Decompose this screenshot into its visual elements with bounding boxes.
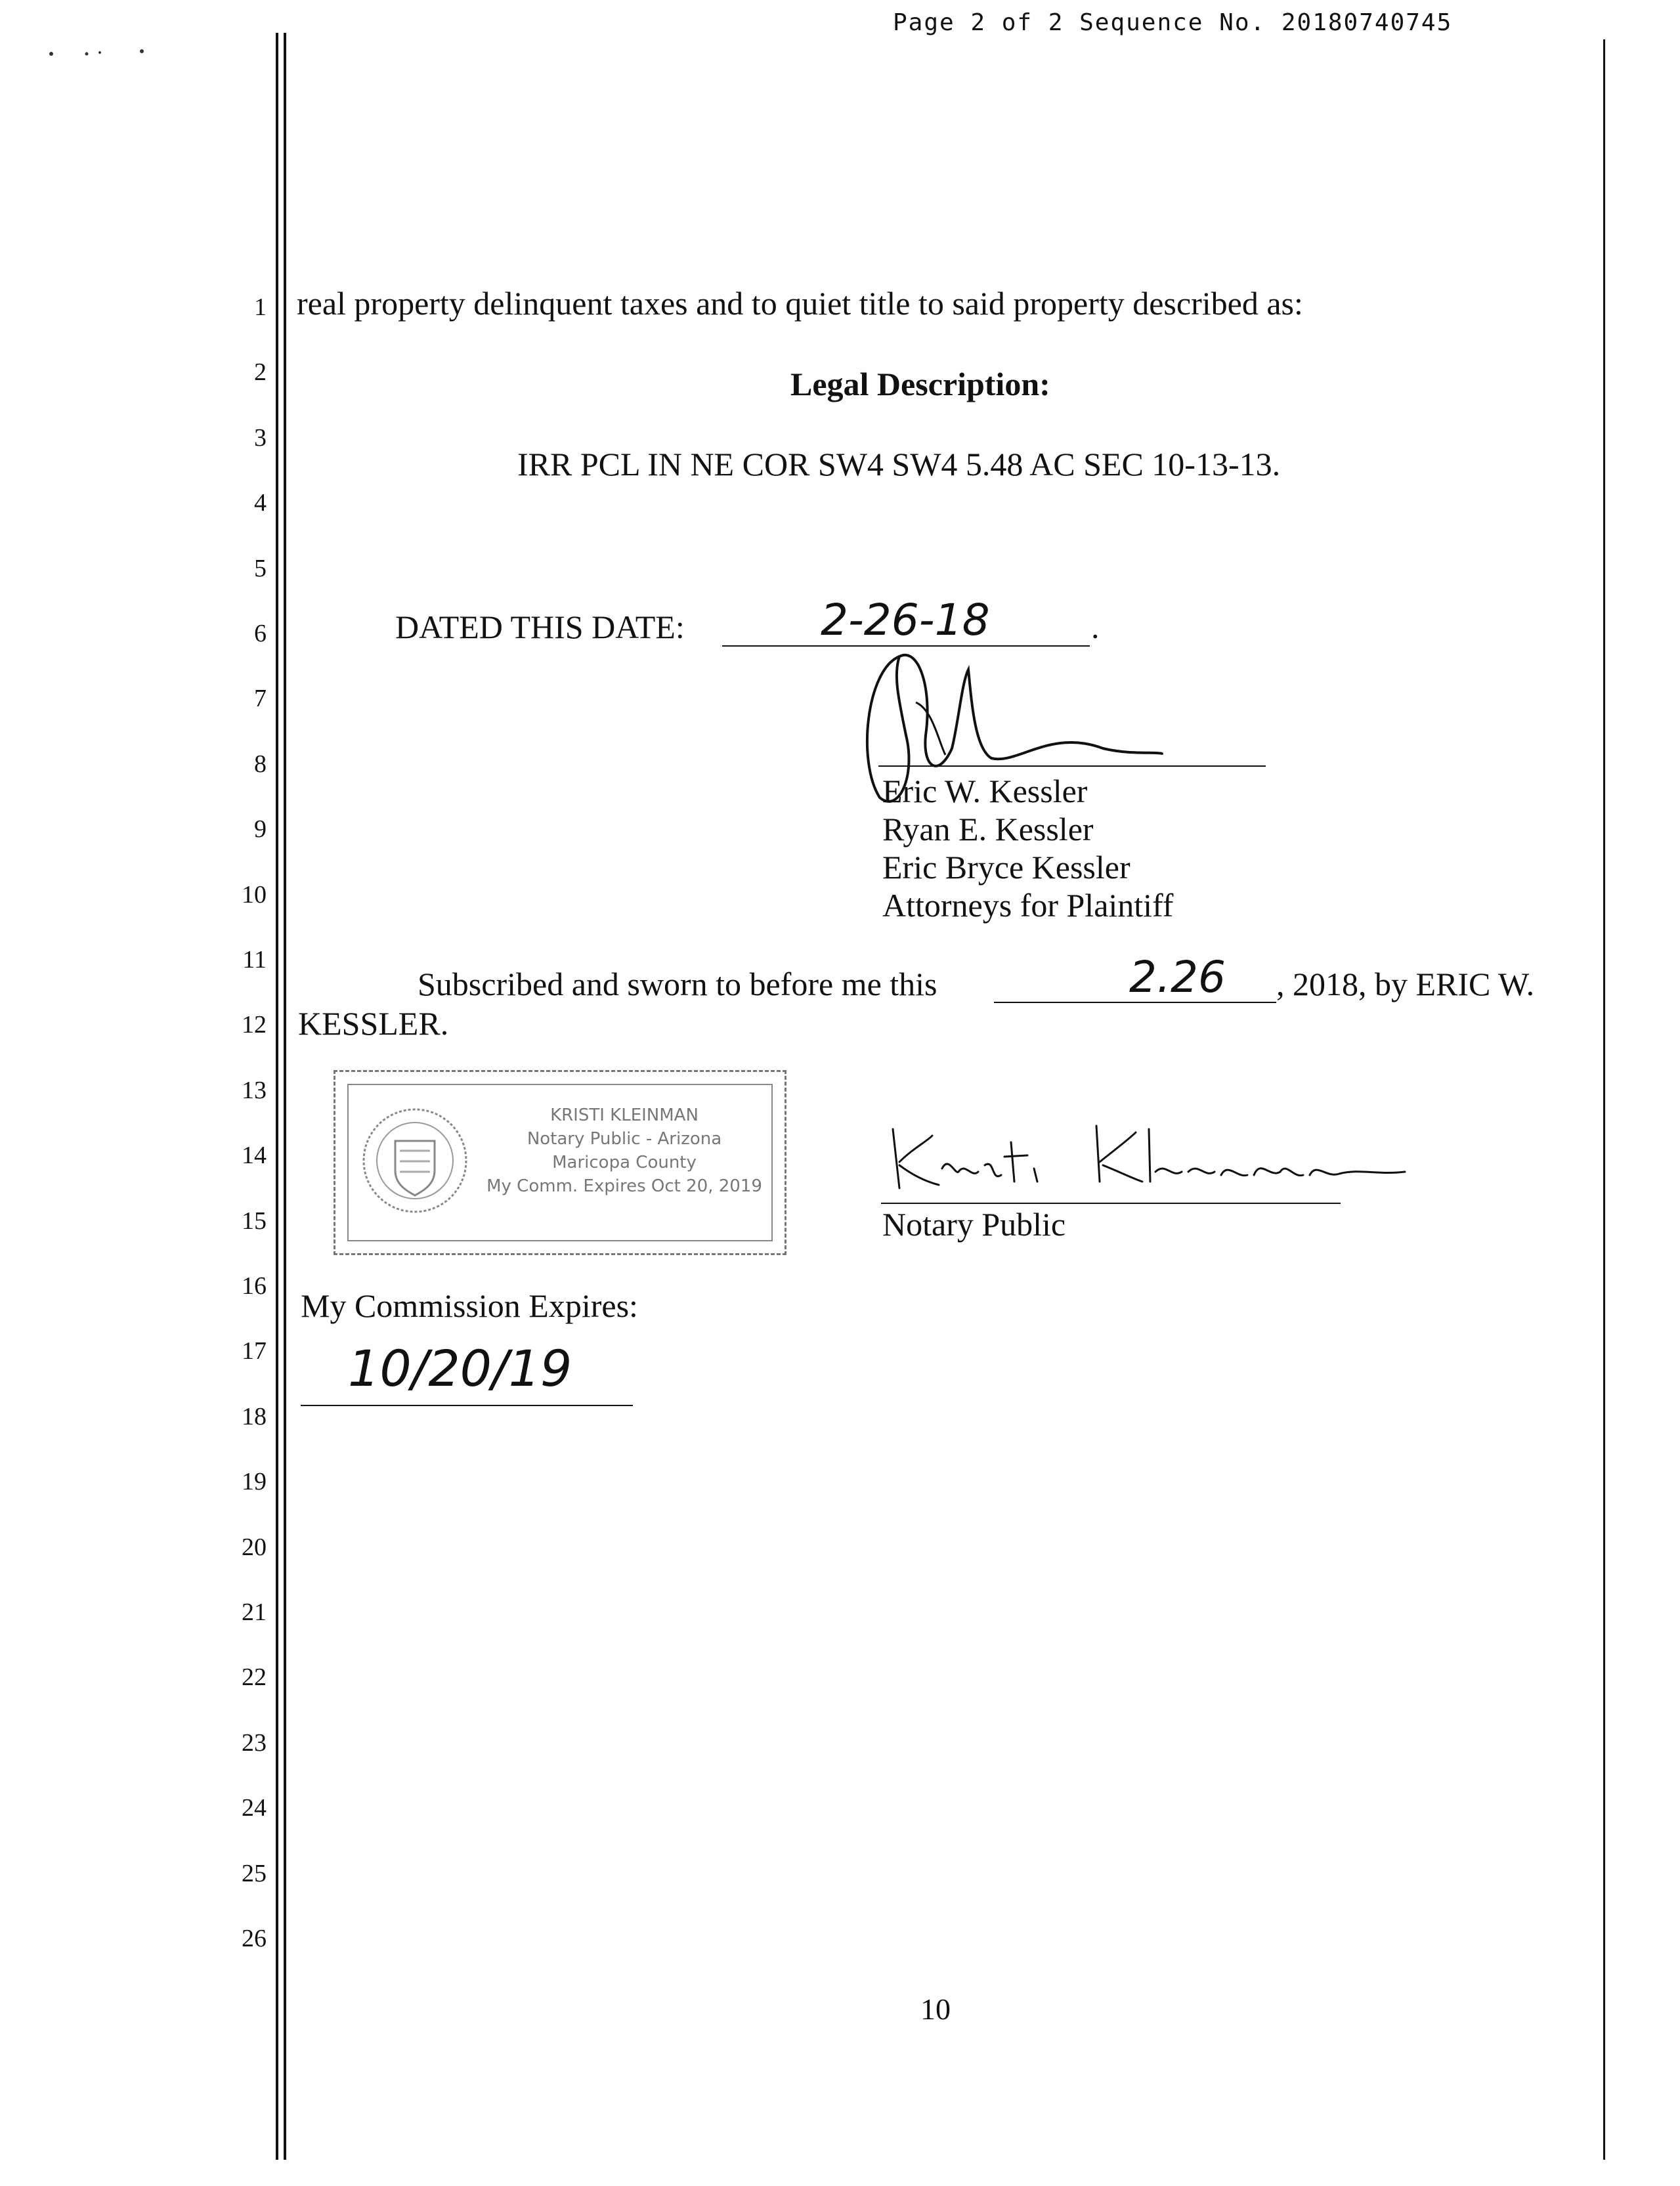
line-number-4: 4 (254, 489, 267, 517)
attorney-role: Attorneys for Plaintiff (882, 887, 1174, 924)
line-number-1: 1 (254, 293, 267, 321)
notary-signature-line (881, 1203, 1341, 1204)
line-number-3: 3 (254, 424, 267, 452)
line-number-6: 6 (254, 620, 267, 647)
page-number: 10 (920, 1992, 951, 2026)
line-number-9: 9 (254, 815, 267, 843)
dated-period: . (1091, 609, 1100, 645)
left-margin-line-inner (284, 33, 286, 2160)
stamp-expiration: My Comm. Expires Oct 20, 2019 (486, 1176, 762, 1196)
notary-signature (880, 1116, 1431, 1208)
line-number-22: 22 (242, 1663, 267, 1691)
line-number-11: 11 (242, 946, 267, 974)
line-number-8: 8 (254, 750, 267, 778)
line-number-5: 5 (254, 555, 267, 582)
line-number-18: 18 (242, 1403, 267, 1430)
jurat-suffix: , 2018, by ERIC W. (1276, 966, 1535, 1002)
dated-label: DATED THIS DATE: (395, 609, 685, 645)
page-sequence-header: Page 2 of 2 Sequence No. 20180740745 (893, 9, 1453, 36)
line-number-19: 19 (242, 1468, 267, 1495)
line-number-2: 2 (254, 358, 267, 386)
line-number-21: 21 (242, 1598, 267, 1626)
body-line-1: real property delinquent taxes and to quiet title to said property described as: (297, 285, 1303, 322)
line-number-12: 12 (242, 1011, 267, 1039)
jurat-prefix: Subscribed and sworn to before me this (418, 966, 937, 1002)
jurat-handwritten-date: 2.26 (1129, 952, 1226, 1002)
line-number-24: 24 (242, 1794, 267, 1822)
notary-label: Notary Public (882, 1206, 1066, 1243)
line-number-25: 25 (242, 1860, 267, 1887)
line-number-20: 20 (242, 1533, 267, 1561)
line-number-26: 26 (242, 1925, 267, 1952)
line-number-14: 14 (242, 1142, 267, 1169)
line-number-16: 16 (242, 1272, 267, 1300)
line-number-10: 10 (242, 881, 267, 909)
state-seal-icon (359, 1098, 471, 1223)
legal-description-text: IRR PCL IN NE COR SW4 SW4 5.48 AC SEC 10-13-13. (517, 446, 1281, 482)
notary-stamp (334, 1070, 786, 1255)
line-number-7: 7 (254, 685, 267, 712)
legal-description-heading: Legal Description: (790, 366, 1050, 402)
attorney-name-2: Ryan E. Kessler (882, 811, 1094, 847)
commission-expires-underline (301, 1405, 633, 1406)
stamp-notary-title: Notary Public - Arizona (527, 1129, 722, 1149)
scan-speck-marks (46, 47, 151, 60)
commission-expires-label: My Commission Expires: (301, 1287, 638, 1324)
right-margin-line (1603, 39, 1605, 2160)
jurat-line-2: KESSLER. (298, 1005, 449, 1042)
line-number-17: 17 (242, 1337, 267, 1365)
line-number-13: 13 (242, 1077, 267, 1104)
attorney-name-3: Eric Bryce Kessler (882, 849, 1131, 886)
line-number-23: 23 (242, 1729, 267, 1757)
commission-expires-handwritten: 10/20/19 (348, 1339, 572, 1398)
dated-handwritten-value: 2-26-18 (821, 595, 990, 645)
attorney-name-1: Eric W. Kessler (882, 773, 1088, 809)
line-number-15: 15 (242, 1207, 267, 1235)
stamp-notary-name: KRISTI KLEINMAN (550, 1105, 699, 1125)
left-margin-line-outer (276, 33, 278, 2160)
stamp-county: Maricopa County (552, 1153, 697, 1172)
